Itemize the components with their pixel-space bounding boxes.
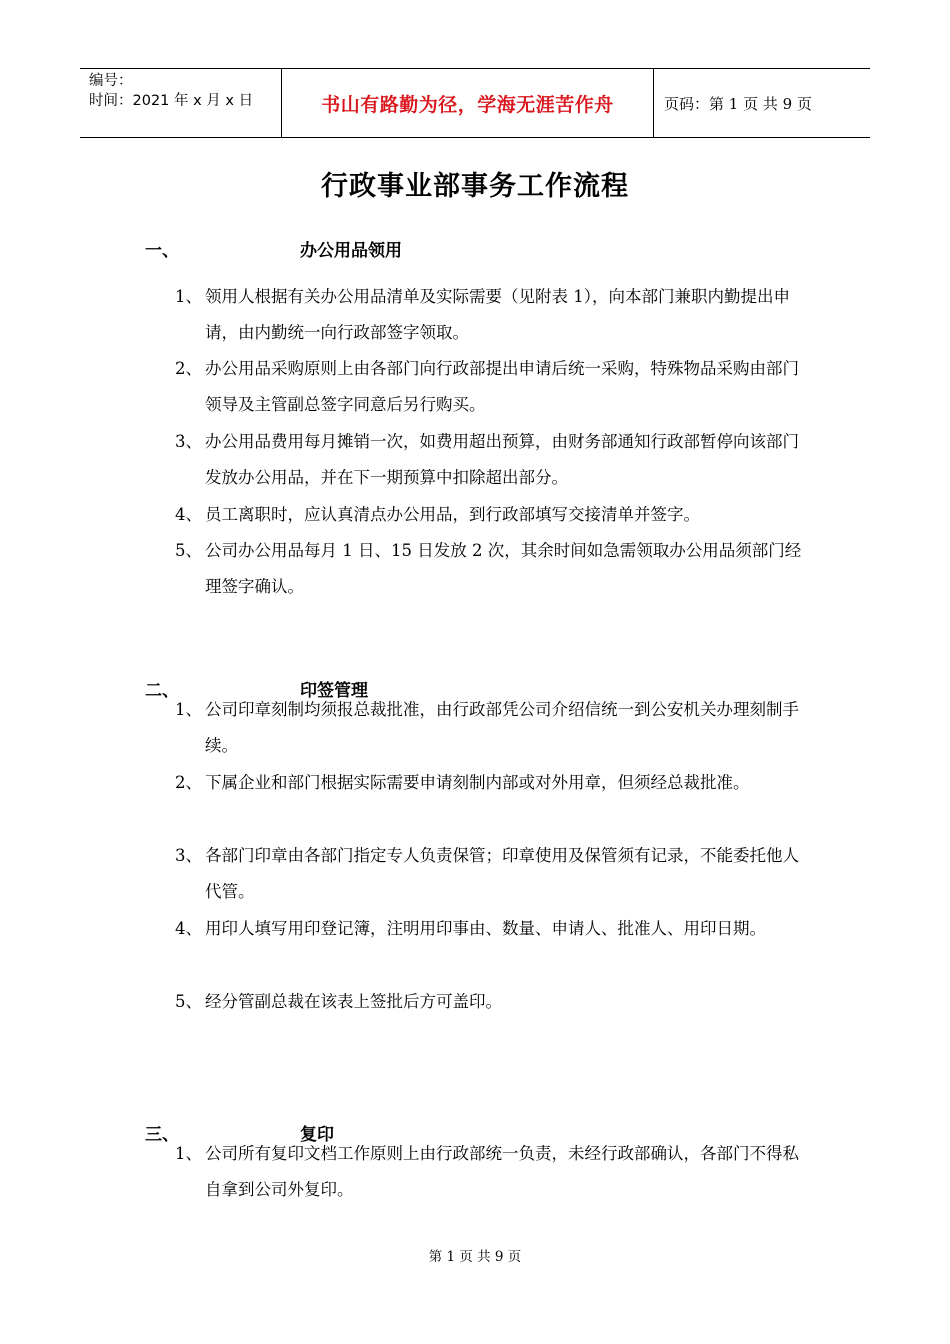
item-number: 4、 xyxy=(175,505,202,524)
item-number: 5、 xyxy=(175,992,202,1011)
section-number: 一、 xyxy=(145,241,179,261)
header-motto-cell xyxy=(281,69,654,137)
list-item xyxy=(175,424,815,496)
item-number: 2、 xyxy=(175,359,202,378)
item-text: 经分管副总裁在该表上签批后方可盖印。 xyxy=(205,992,502,1011)
item-number: 1、 xyxy=(175,700,202,719)
page-info: 页码：第 1 页 共 9 页 xyxy=(664,94,812,113)
item-number: 1、 xyxy=(175,287,202,306)
list-item xyxy=(175,1136,815,1208)
item-text: 公司办公用品每月 1 日、15 日发放 2 次，其余时间如急需领取办公用品须部门经理签字确认。 xyxy=(205,541,802,596)
header-meta xyxy=(80,69,281,137)
item-text: 公司所有复印文档工作原则上由行政部统一负责，未经行政部确认，各部门不得私自拿到公司外复印。 xyxy=(205,1144,799,1199)
header-page-cell xyxy=(654,69,870,137)
item-text: 各部门印章由各部门指定专人负责保管；印章使用及保管须有记录，不能委托他人代管。 xyxy=(205,846,799,901)
section-name: 印签管理 xyxy=(300,681,368,701)
item-number: 5、 xyxy=(175,541,202,560)
item-text: 下属企业和部门根据实际需要申请刻制内部或对外用章，但须经总裁批准。 xyxy=(205,773,750,792)
list-item xyxy=(175,497,815,533)
section-name: 复印 xyxy=(300,1125,334,1145)
document-header xyxy=(80,68,870,138)
document-title: 行政事业部事务工作流程 xyxy=(321,171,629,202)
item-number: 2、 xyxy=(175,773,202,792)
list-item xyxy=(175,351,815,423)
list-item xyxy=(175,692,815,764)
list-item xyxy=(175,838,815,910)
date-label: 时间：2021 年 x 月 x 日 xyxy=(89,93,254,109)
list-item xyxy=(175,911,815,947)
item-number: 3、 xyxy=(175,432,202,451)
item-text: 办公用品费用每月摊销一次，如费用超出预算，由财务部通知行政部暂停向该部门发放办公用品，并在下一期预算中扣除超出部分。 xyxy=(205,432,799,487)
item-text: 办公用品采购原则上由各部门向行政部提出申请后统一采购，特殊物品采购由部门领导及主管副总签字同意后另行购买。 xyxy=(205,359,799,414)
list-item xyxy=(175,533,815,605)
page-footer: 第 1 页 共 9 页 xyxy=(428,1249,522,1265)
motto-text: 书山有路勤为径，学海无涯苦作舟 xyxy=(321,93,614,116)
item-text: 用印人填写用印登记簿，注明用印事由、数量、申请人、批准人、用印日期。 xyxy=(205,919,766,938)
section-name: 办公用品领用 xyxy=(300,241,402,261)
list-item xyxy=(175,984,815,1020)
item-number: 4、 xyxy=(175,919,202,938)
item-text: 公司印章刻制均须报总裁批准，由行政部凭公司介绍信统一到公安机关办理刻制手续。 xyxy=(205,700,799,755)
serial-label: 编号： xyxy=(89,73,133,89)
item-number: 3、 xyxy=(175,846,202,865)
section-number: 三、 xyxy=(145,1125,179,1145)
item-text: 领用人根据有关办公用品清单及实际需要（见附表 1），向本部门兼职内勤提出申请，由内勤统一向行政部签字领取。 xyxy=(205,287,790,342)
item-text: 员工离职时，应认真清点办公用品，到行政部填写交接清单并签字。 xyxy=(205,505,700,524)
list-item xyxy=(175,765,815,801)
item-number: 1、 xyxy=(175,1144,202,1163)
section-number: 二、 xyxy=(145,681,179,701)
list-item xyxy=(175,279,815,351)
